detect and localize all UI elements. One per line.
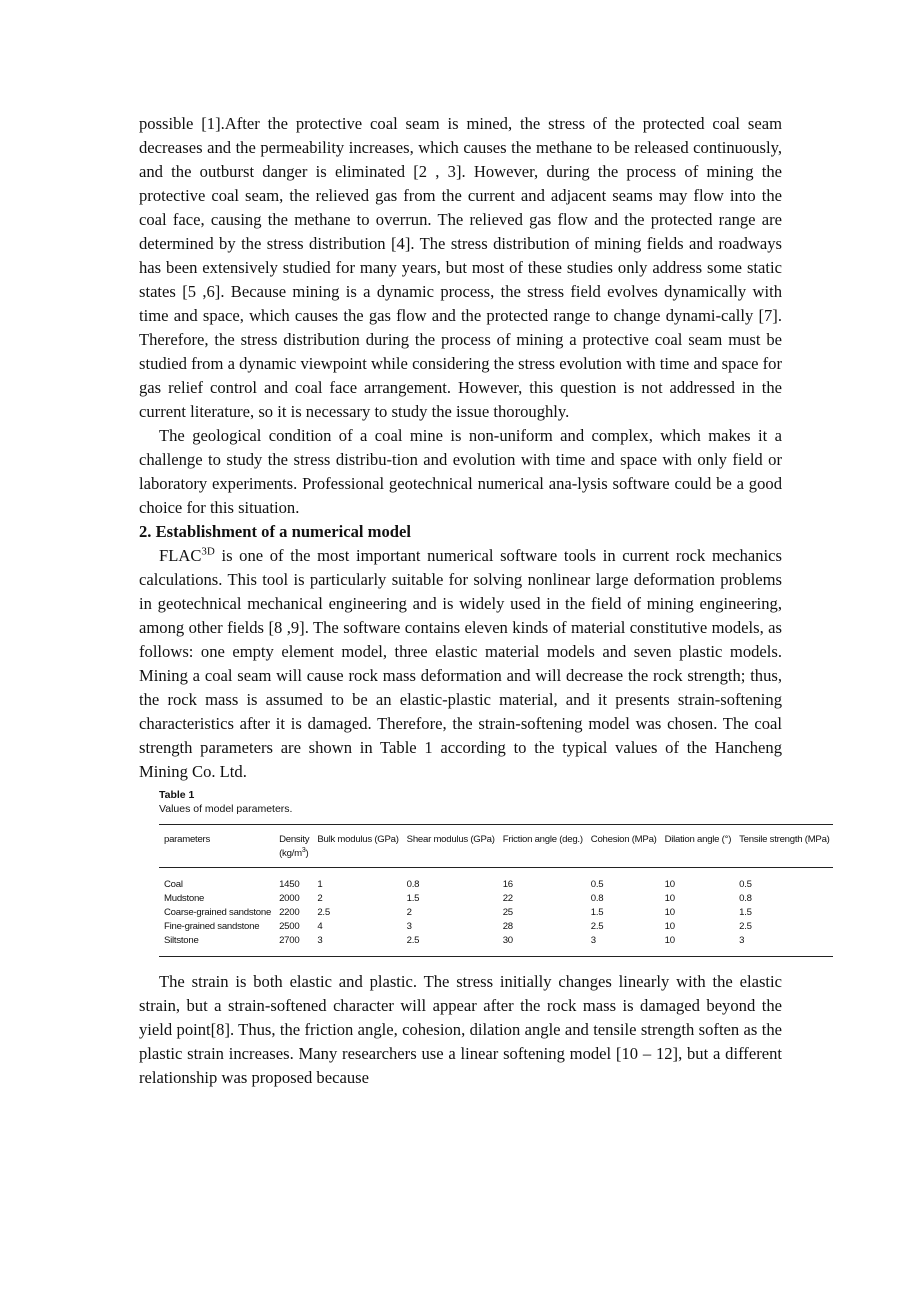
- cell-density: 1450: [279, 879, 300, 890]
- header-density-label: Density: [279, 834, 310, 845]
- table-header-row: [159, 825, 833, 868]
- cell-bulk: 3: [312, 934, 401, 957]
- cell-bulk: 4: [317, 921, 323, 932]
- header-friction: Friction angle (deg.): [498, 825, 586, 868]
- paragraph-strain: The strain is both elastic and plastic. The stress initially changes linearly with the elastic strain, but a strain-softened character will appear after the rock mass is damaged beyond the yield point[8]. Thus, the friction angle, cohesion, dilation angle and tensile strength soften as the plastic strain increases. Many researchers use a linear softening model [10 – 12], but a different relationship was proposed because: [139, 972, 782, 1087]
- cell-name: Fine-grained sandstone: [164, 921, 260, 932]
- flac-superscript: 3D: [201, 545, 215, 558]
- header-density: [274, 825, 312, 868]
- cell-dilation: 10: [660, 934, 735, 957]
- header-dilation: Dilation angle (°): [660, 825, 735, 868]
- cell-name: Mudstone: [164, 893, 205, 904]
- table-label: Table 1: [159, 789, 195, 801]
- cell-cohesion: 2.5: [590, 921, 604, 932]
- cell-bulk: 1: [317, 879, 323, 890]
- parameters-table: [159, 824, 833, 957]
- header-density-unit-sup: 3: [301, 846, 306, 854]
- table-row: [159, 906, 833, 920]
- cell-bulk: 2.5: [317, 907, 330, 918]
- flac-term: FLAC: [159, 546, 202, 565]
- cell-friction: 25: [502, 907, 513, 918]
- cell-density: 2200: [279, 907, 300, 918]
- cell-shear: 0.8: [406, 879, 420, 890]
- cell-cohesion: 0.5: [590, 879, 604, 890]
- header-density-unit-close: ): [305, 848, 309, 859]
- header-density-unit: (kg/m: [279, 848, 302, 859]
- cell-shear: 2.5: [402, 934, 498, 957]
- header-parameters: parameters: [159, 825, 274, 868]
- cell-dilation: 10: [664, 921, 675, 932]
- cell-dilation: 10: [664, 907, 675, 918]
- cell-friction: 22: [502, 893, 513, 904]
- cell-cohesion: 3: [586, 934, 660, 957]
- cell-name: Coal: [164, 879, 183, 890]
- cell-density: 2000: [279, 893, 300, 904]
- cell-dilation: 10: [664, 879, 675, 890]
- flac-paragraph-text: is one of the most important numerical software tools in current rock mechanics calculations. This tool is particularly suitable for solving nonlinear large deformation problems in geotechnical mechanical engineering and is widely used in the field of mining engineering, among other fields [8 ,9]. The software contains eleven kinds of material constitutive models, as follows: one empty element model, three elastic material models and seven plastic models. Mining a coal seam will cause rock mass deformation and will decrease the rock strength; thus, the rock mass is assumed to be an elastic-plastic material, and it presents strain-softening characteristics after it is damaged. Therefore, the strain-softening model was chosen. The coal strength parameters are shown in Table 1 according to the typical values of the Hancheng Mining Co. Ltd.: [139, 546, 782, 781]
- cell-friction: 28: [502, 921, 513, 932]
- section-heading: 2. Establishment of a numerical model: [139, 522, 411, 541]
- table-row: [159, 920, 833, 934]
- cell-shear: 1.5: [406, 893, 420, 904]
- cell-density: 2700: [274, 934, 312, 957]
- cell-tensile: 0.5: [739, 879, 752, 890]
- cell-shear: 2: [406, 907, 412, 918]
- paragraph-intro-continued: possible [1].After the protective coal seam is mined, the stress of the protected coal seam decreases and the permeability increases, which causes the methane to be released continuously, and the outburst danger is eliminated [2 , 3]. However, during the process of mining the protective coal seam, the relieved gas from the current and adjacent seams may flow into the coal face, causing the methane to overrun. The relieved gas flow and the protected range are determined by the stress distribution [4]. The stress distribution of mining fields and roadways has been extensively studied for many years, but most of these studies only address some static states [5 ,6]. Because mining is a dynamic process, the stress field evolves dynamically with time and space, which causes the gas flow and the protected range to change dynami-cally [7]. Therefore, the stress distribution during the process of mining a protective coal seam must be studied from a dynamic viewpoint while considering the stress evolution with time and space for gas relief control and coal face arrangement. However, this question is not addressed in the current literature, so it is necessary to study the issue thoroughly.: [139, 114, 782, 421]
- cell-dilation: 10: [664, 893, 675, 904]
- cell-density: 2500: [279, 921, 300, 932]
- cell-friction: 30: [498, 934, 586, 957]
- cell-bulk: 2: [317, 893, 323, 904]
- cell-tensile: 0.8: [739, 893, 752, 904]
- cell-tensile: 1.5: [739, 907, 752, 918]
- table-row: [159, 868, 833, 893]
- cell-shear: 3: [406, 921, 412, 932]
- table-row: [159, 892, 833, 906]
- header-tensile: Tensile strength (MPa): [734, 825, 832, 868]
- table-row: [159, 934, 833, 957]
- paragraph-geological-condition: The geological condition of a coal mine is non-uniform and complex, which makes it a challenge to study the stress distribu-tion and evolution with time and space with only field or laboratory experiments. Professional geotechnical numerical ana-lysis software could be a good choice for this situation.: [139, 426, 782, 517]
- cell-friction: 16: [502, 879, 513, 890]
- cell-tensile: 2.5: [739, 921, 752, 932]
- cell-cohesion: 0.8: [590, 893, 604, 904]
- paragraph-flac3d: [139, 544, 782, 784]
- cell-name: Coarse-grained sandstone: [164, 907, 272, 918]
- document-page: [139, 112, 830, 1090]
- cell-name: Siltstone: [159, 934, 274, 957]
- header-cohesion: Cohesion (MPa): [586, 825, 660, 868]
- cell-tensile: 3: [734, 934, 832, 957]
- table-caption: Values of model parameters.: [159, 803, 293, 815]
- header-bulk: Bulk modulus (GPa): [312, 825, 401, 868]
- table-1: [159, 788, 830, 957]
- cell-cohesion: 1.5: [590, 907, 604, 918]
- header-shear: Shear modulus (GPa): [402, 825, 498, 868]
